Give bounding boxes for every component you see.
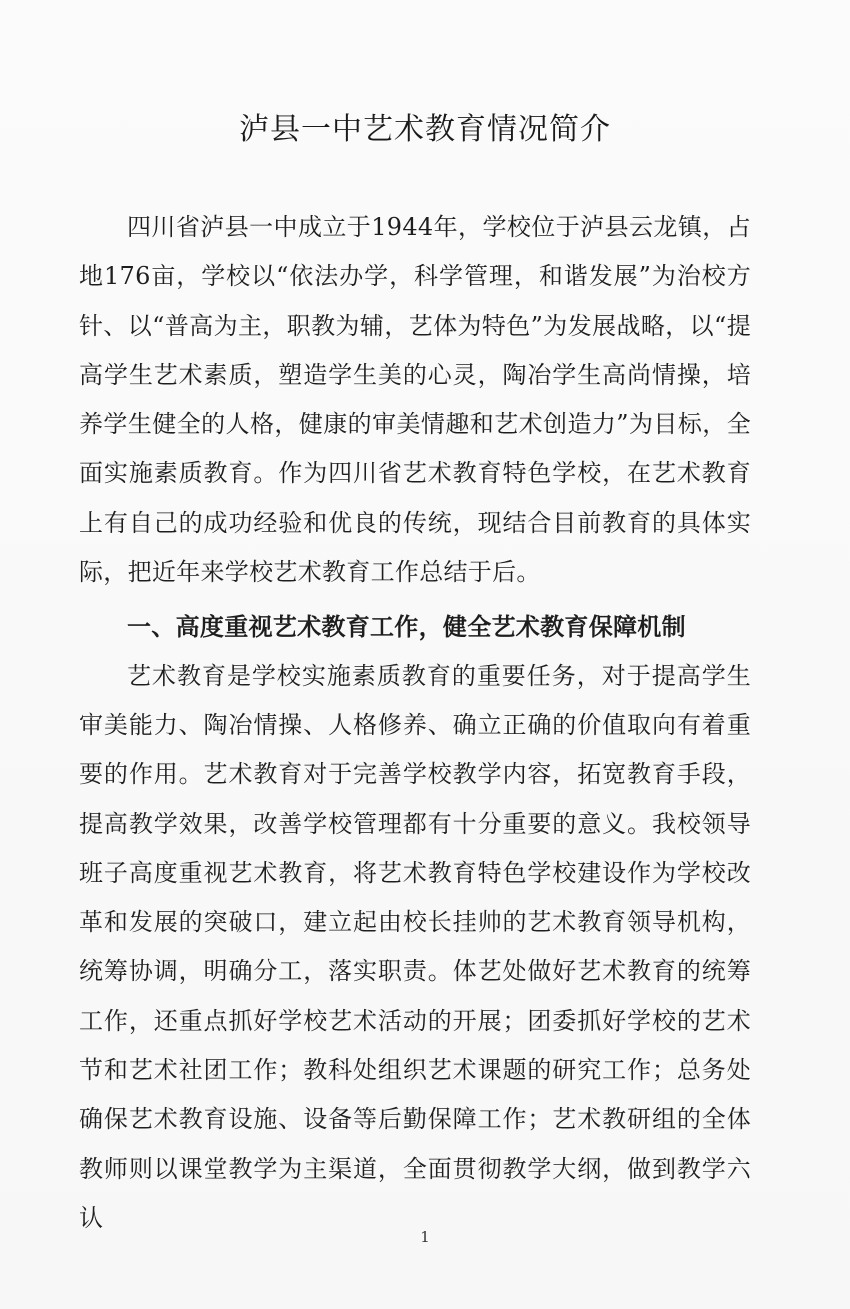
page-number: 1 [420,1228,430,1246]
intro-paragraph: 四川省泸县一中成立于1944年，学校位于泸县云龙镇，占地176亩，学校以“依法办学，科学管理，和谐发展”为治校方针、以“普高为主，职教为辅，艺体为特色”为发展战略，以“提高学生艺术素质，塑造学生美的心灵，陶冶学生高尚情操，培养学生健全的人格，健康的审美情趣和艺术创造力”为目标，全面实施素质教育。作为四川省艺术教育特色学校，在艺术教育上有自己的成功经验和优良的传统，现结合目前教育的具体实际，把近年来学校艺术教育工作总结于后。 [79,213,751,587]
section-heading: 一、高度重视艺术教育工作，健全艺术教育保障机制 [127,612,686,642]
page-title: 泸县一中艺术教育情况简介 [239,112,611,147]
document-body [79,203,751,1243]
body-paragraph: 艺术教育是学校实施素质教育的重要任务，对于提高学生审美能力、陶冶情操、人格修养、确立正确的价值取向有着重要的作用。艺术教育对于完善学校教学内容，拓宽教育手段，提高教学效果，改善学校管理都有十分重要的意义。我校领导班子高度重视艺术教育，将艺术教育特色学校建设作为学校改革和发展的突破口，建立起由校长挂帅的艺术教育领导机构，统筹协调，明确分工，落实职责。体艺处做好艺术教育的统筹工作，还重点抓好学校艺术活动的开展；团委抓好学校的艺术节和艺术社团工作；教科处组织艺术课题的研究工作；总务处确保艺术教育设施、设备等后勤保障工作；艺术教研组的全体教师则以课堂教学为主渠道，全面贯彻教学大纲，做到教学六认 [79,661,751,1232]
